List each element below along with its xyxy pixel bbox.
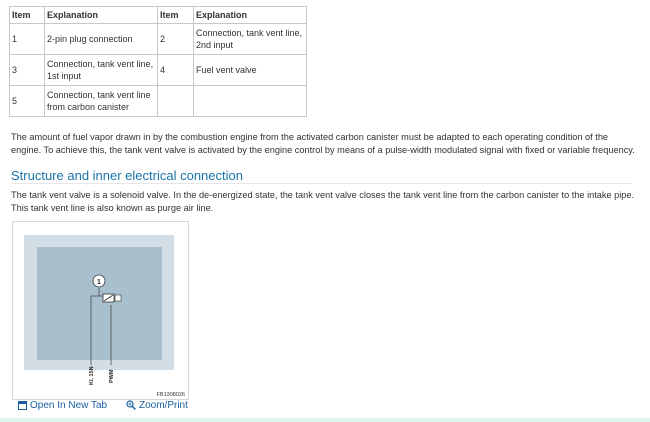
table-cell: Connection, tank vent line, 2nd input: [194, 24, 307, 55]
table-cell: 1: [10, 24, 45, 55]
figure-actions: [12, 398, 189, 414]
wire-label-kl15n: Kl. 15N: [89, 366, 95, 385]
description-paragraph: The tank vent valve is a solenoid valve. In the de-energized state, the tank vent valve closes the tank vent line from the carbon canister to the intake pipe. This tank vent line is also known as purge air line.: [11, 190, 635, 213]
section-heading: Structure and inner electrical connection: [11, 168, 243, 183]
table-cell: 2: [158, 24, 194, 55]
wire-label-pwm: PWM: [109, 369, 115, 383]
wiring-diagram-figure[interactable]: [12, 221, 189, 400]
explanation-table: [9, 6, 307, 117]
open-in-new-tab-link[interactable]: [18, 400, 107, 411]
table-cell: 5: [10, 86, 45, 117]
header-explanation: Explanation: [45, 7, 158, 24]
table-cell: [158, 86, 194, 117]
table-cell: [194, 86, 307, 117]
table-row: [10, 86, 307, 117]
table-cell: 4: [158, 55, 194, 86]
diagram-inner-panel: [37, 247, 162, 360]
zoom-print-link[interactable]: [126, 400, 188, 411]
table-cell: 3: [10, 55, 45, 86]
heading-divider: [11, 183, 631, 184]
table-cell: Connection, tank vent line from carbon canister: [45, 86, 158, 117]
header-item: Item: [158, 7, 194, 24]
wiring-diagram: [13, 222, 188, 399]
header-item: Item: [10, 7, 45, 24]
zoom-print-label: Zoom/Print: [139, 400, 188, 411]
valve-connector-symbol: [115, 295, 121, 301]
table-cell: Fuel vent valve: [194, 55, 307, 86]
table-row: [10, 24, 307, 55]
table-cell: 2-pin plug connection: [45, 24, 158, 55]
intro-paragraph: The amount of fuel vapor drawn in by the combustion engine from the activated carbon canister must be adapted to each operating condition of the engine. To achieve this, the tank vent valve is activated by the engine control by means of a pulse-width modulated signal with fixed or variable frequency.: [11, 132, 635, 155]
marker-number: 1: [97, 279, 101, 286]
table-header-row: [10, 7, 307, 24]
figure-code: FB1308026: [156, 392, 185, 398]
zoom-icon: [126, 400, 136, 410]
table-cell: Connection, tank vent line, 1st input: [45, 55, 158, 86]
bottom-strip: [0, 418, 650, 422]
open-in-new-tab-label: Open In New Tab: [30, 400, 108, 411]
table-row: [10, 55, 307, 86]
header-explanation: Explanation: [194, 7, 307, 24]
new-tab-icon: [18, 401, 27, 410]
